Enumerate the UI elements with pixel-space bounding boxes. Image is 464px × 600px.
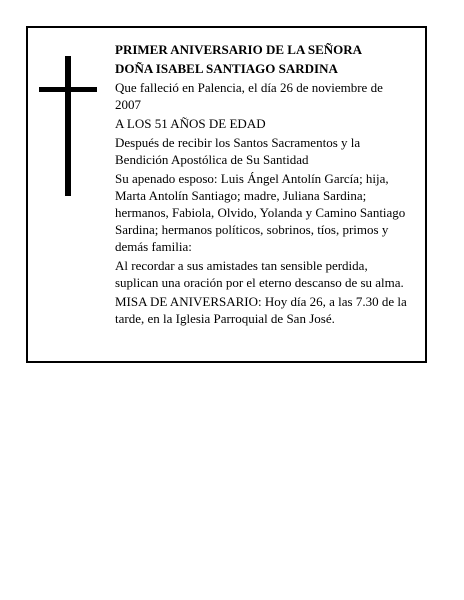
death-info: Que falleció en Palencia, el día 26 de noviembre de 2007 bbox=[115, 80, 383, 112]
notice-text bbox=[115, 41, 411, 329]
sacraments-line: Después de recibir los Santos Sacramentos y la Bendición Apostólica de Su Santidad bbox=[115, 135, 361, 167]
obituary-notice bbox=[26, 26, 427, 363]
cross-vertical-bar bbox=[65, 56, 71, 196]
request-line: Al recordar a sus amistades tan sensible perdida, suplican una oración por el eterno descanso de su alma. bbox=[115, 258, 404, 290]
age-line: A LOS 51 AÑOS DE EDAD bbox=[115, 116, 266, 131]
cross-icon bbox=[39, 56, 97, 196]
cross-horizontal-bar bbox=[39, 87, 97, 92]
mass-line: MISA DE ANIVERSARIO: Hoy día 26, a las 7.30 de la tarde, en la Iglesia Parroquial de San José. bbox=[115, 294, 407, 326]
family-line: Su apenado esposo: Luis Ángel Antolín García; hija, Marta Antolín Santiago; madre, Juliana Sardina; hermanos, Fabiola, Olvido, Yolanda y Camino Santiago Sardina; hermanos políticos, sobrinos, tíos, primos y demás familia: bbox=[115, 171, 406, 254]
notice-title-line1: PRIMER ANIVERSARIO DE LA SEÑORA bbox=[115, 42, 363, 57]
notice-title-line2: DOÑA ISABEL SANTIAGO SARDINA bbox=[115, 61, 338, 76]
